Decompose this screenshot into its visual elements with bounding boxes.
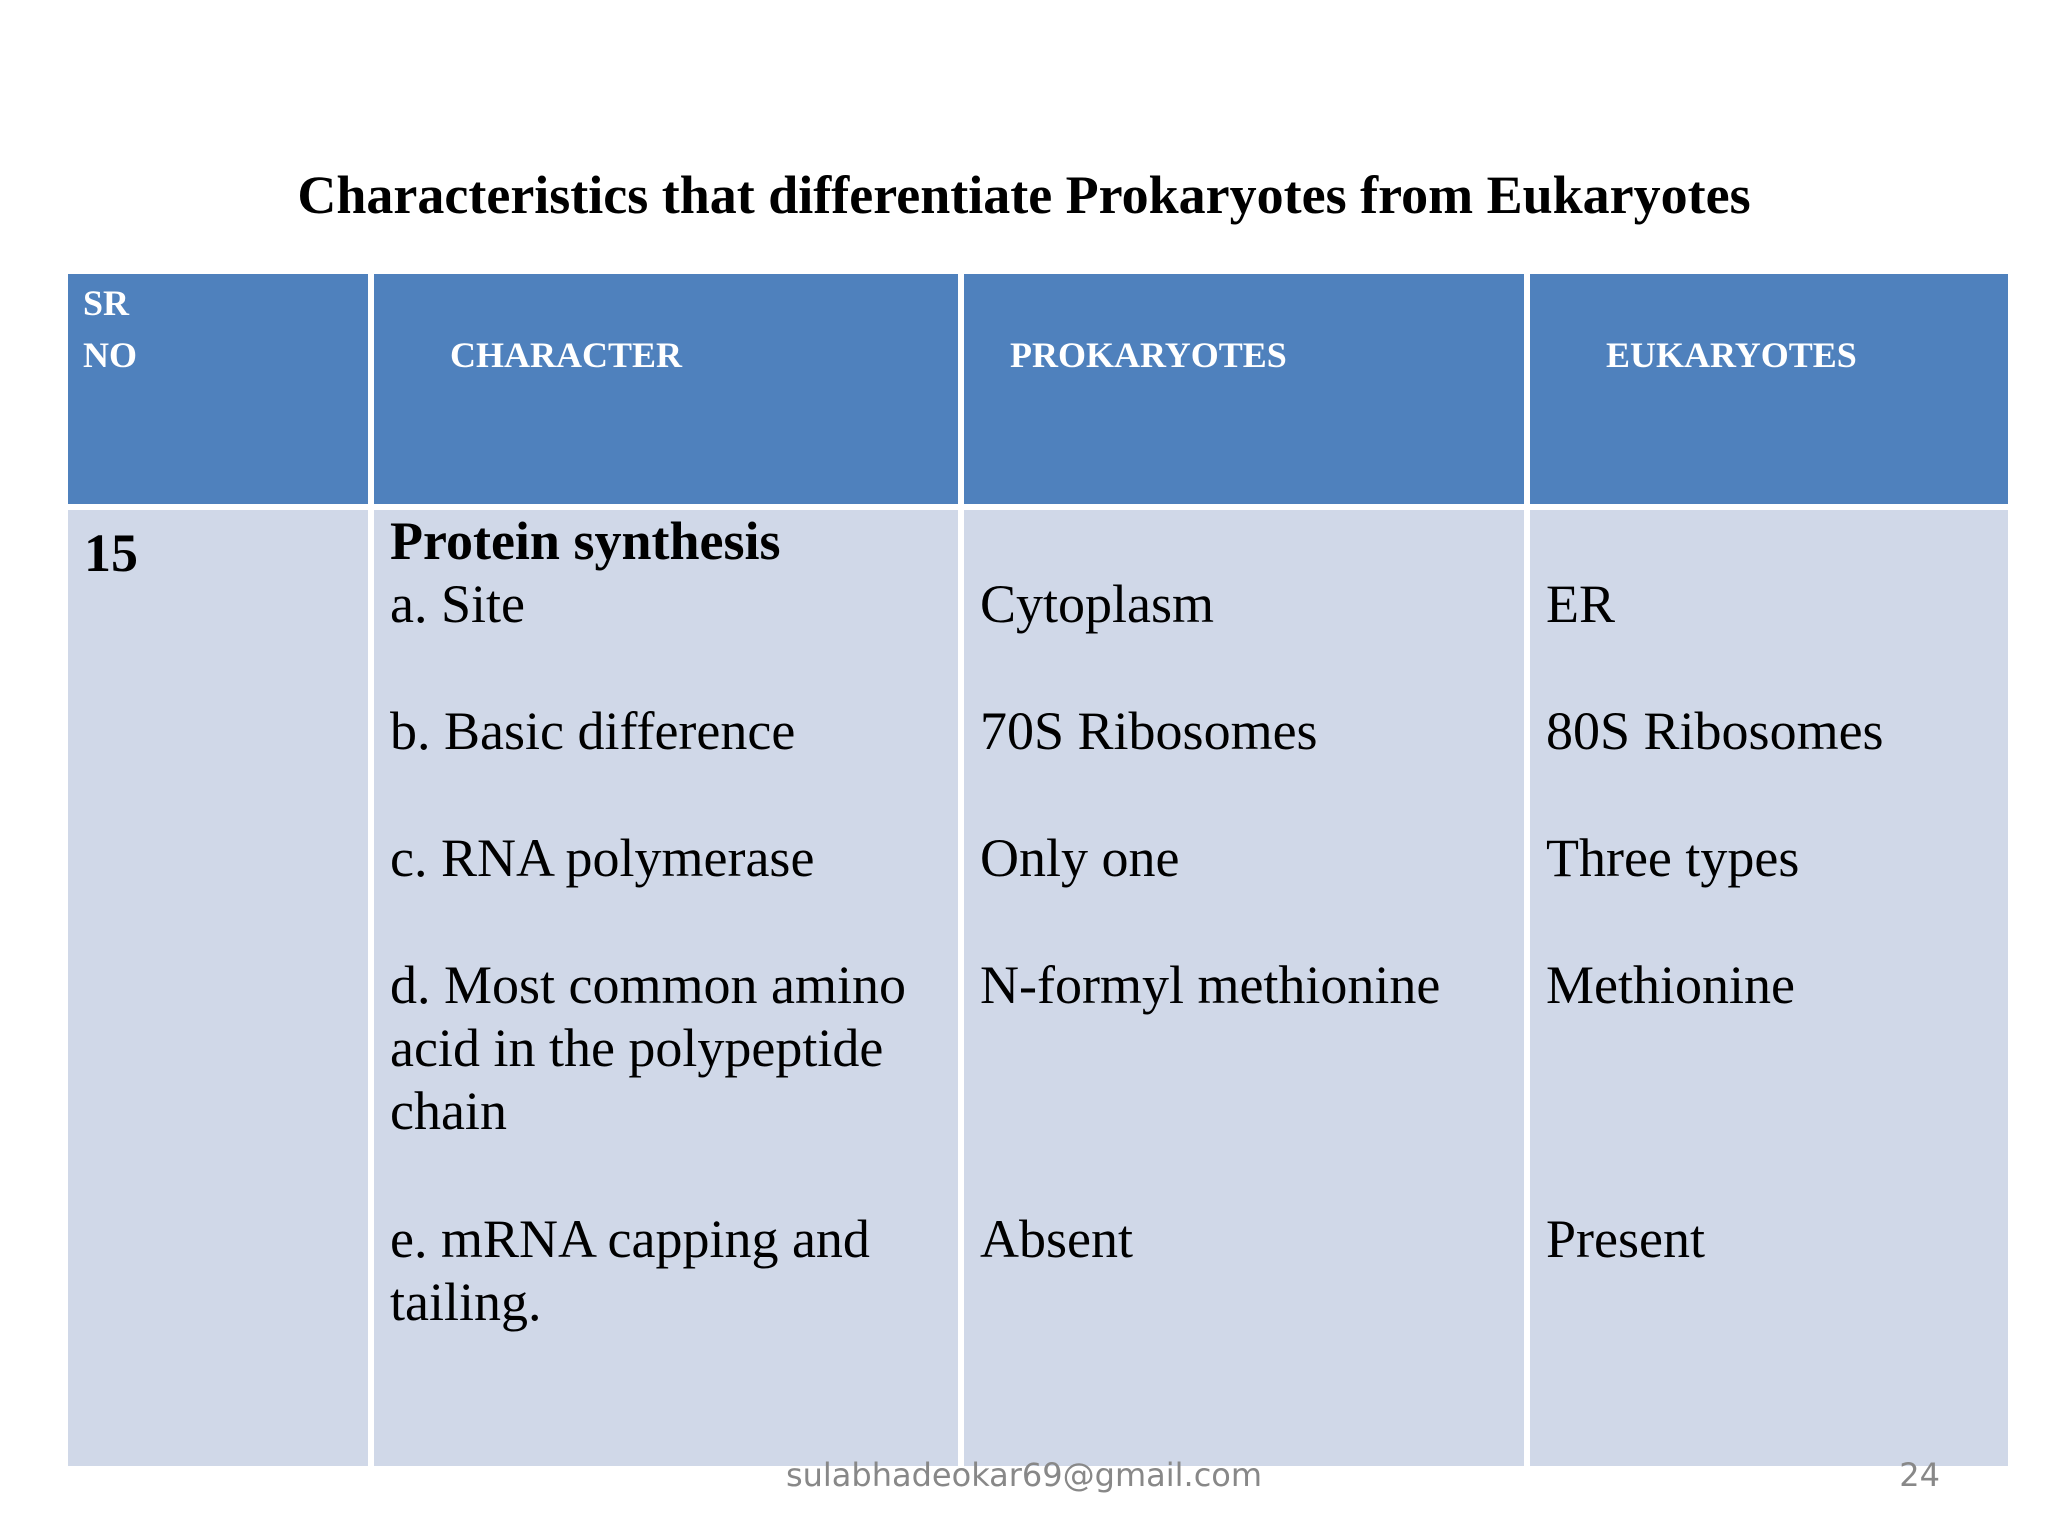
comparison-table bbox=[68, 274, 2008, 1466]
eukaryote-value: Present bbox=[1546, 1209, 1705, 1269]
character-item: d. Most common amino bbox=[390, 955, 906, 1015]
character-item-continued: tailing. bbox=[390, 1272, 542, 1332]
header-eukaryotes-label: EUKARYOTES bbox=[1606, 335, 1857, 375]
header-character-label: CHARACTER bbox=[450, 335, 683, 375]
header-prokaryotes-label: PROKARYOTES bbox=[1010, 335, 1287, 375]
page-number: 24 bbox=[1899, 1456, 1940, 1494]
header-prokaryotes bbox=[964, 274, 1524, 504]
eukaryote-value: ER bbox=[1546, 574, 1616, 634]
character-item-continued: chain bbox=[390, 1081, 507, 1141]
row-heading: Protein synthesis bbox=[390, 511, 781, 571]
eukaryote-value: 80S Ribosomes bbox=[1546, 701, 1884, 761]
character-item: c. RNA polymerase bbox=[390, 828, 815, 888]
sr-number: 15 bbox=[84, 523, 138, 583]
slide-title: Characteristics that differentiate Prokaryotes from Eukaryotes bbox=[297, 165, 1751, 225]
eukaryote-value: Three types bbox=[1546, 828, 1800, 888]
cell-sr-no bbox=[68, 510, 368, 1466]
prokaryote-value: Cytoplasm bbox=[980, 574, 1215, 634]
header-no-label: NO bbox=[83, 335, 137, 375]
footer-email: sulabhadeokar69@gmail.com bbox=[785, 1456, 1263, 1494]
prokaryote-value: Absent bbox=[980, 1209, 1133, 1269]
cell-prokaryotes bbox=[964, 510, 1524, 1466]
eukaryote-value: Methionine bbox=[1546, 955, 1795, 1015]
header-sr-no bbox=[68, 274, 368, 504]
prokaryote-value: Only one bbox=[980, 828, 1180, 888]
character-item-continued: acid in the polypeptide bbox=[390, 1018, 884, 1078]
character-item: b. Basic difference bbox=[390, 701, 796, 761]
header-character bbox=[374, 274, 958, 504]
header-sr-label: SR bbox=[83, 283, 130, 323]
prokaryote-value: N-formyl methionine bbox=[980, 955, 1441, 1015]
cell-eukaryotes bbox=[1530, 510, 2008, 1466]
prokaryote-value: 70S Ribosomes bbox=[980, 701, 1318, 761]
character-item: e. mRNA capping and bbox=[390, 1209, 870, 1269]
header-eukaryotes bbox=[1530, 274, 2008, 504]
character-item: a. Site bbox=[390, 574, 525, 634]
cell-character bbox=[374, 510, 958, 1466]
